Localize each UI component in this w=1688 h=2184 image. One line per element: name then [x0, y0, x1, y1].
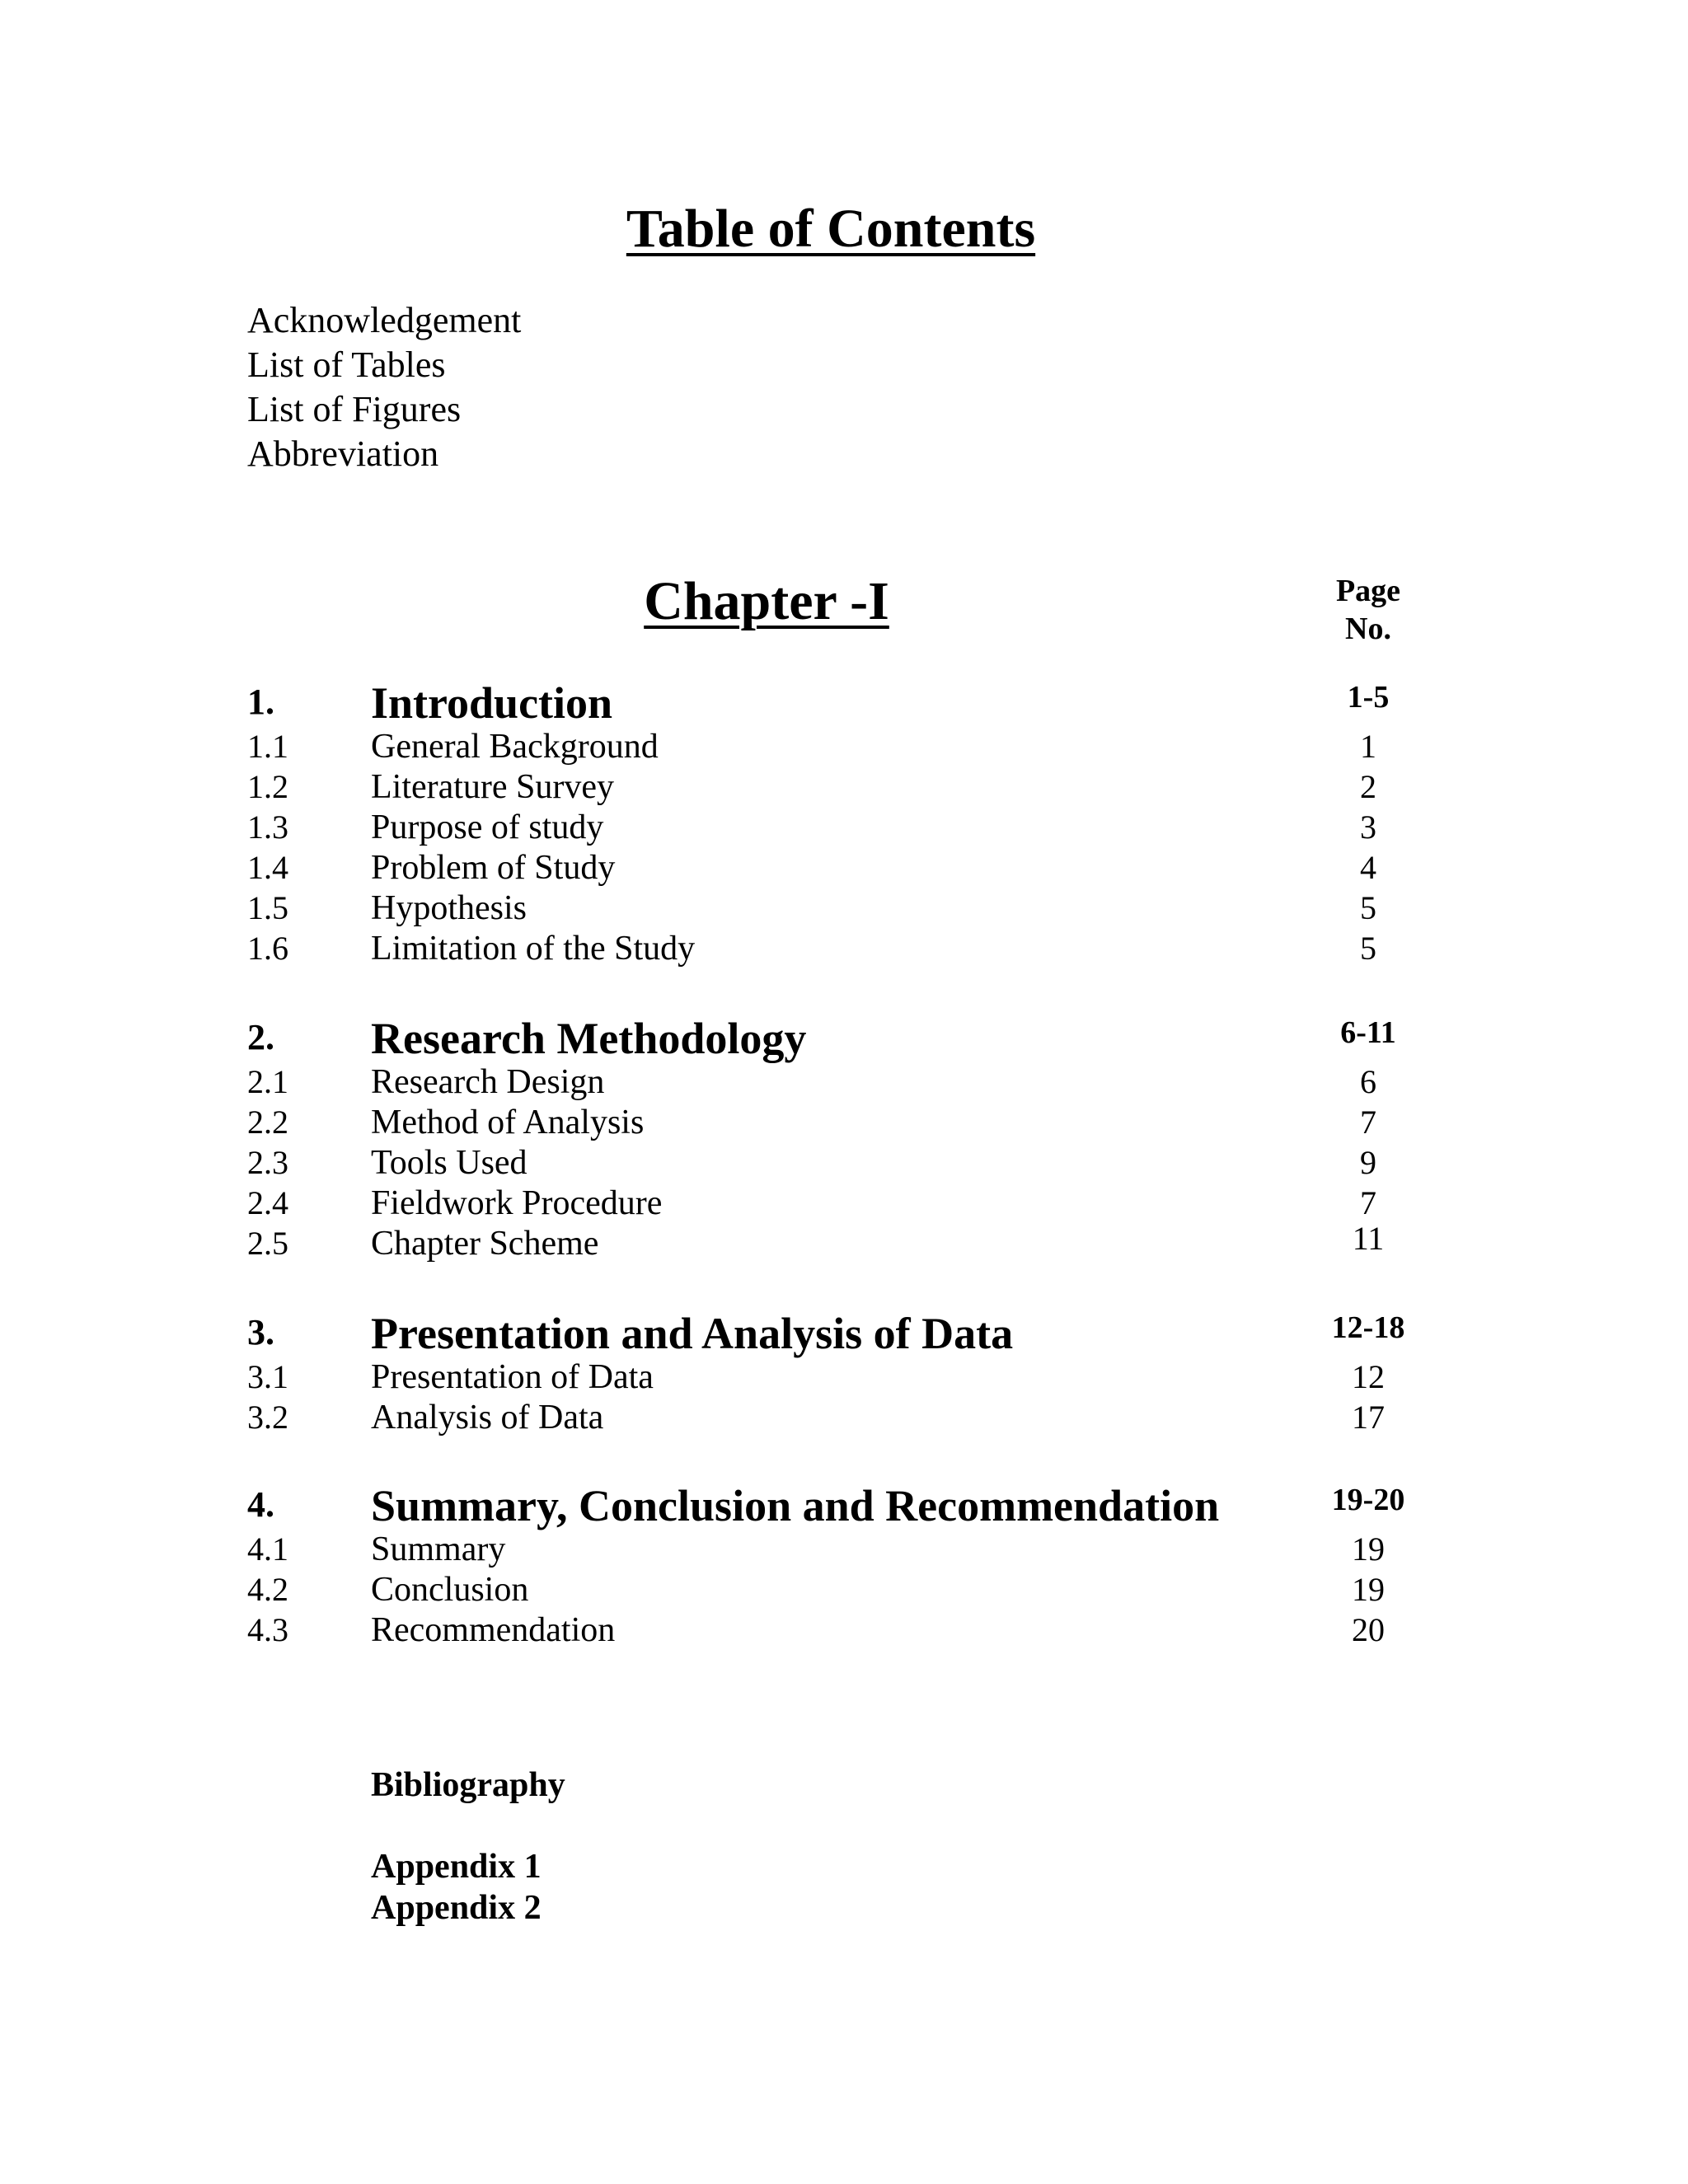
entry-page: 5	[1360, 889, 1376, 926]
section-title: Research Methodology	[371, 1014, 807, 1063]
entry-title: Recommendation	[371, 1611, 616, 1649]
entry-title: Conclusion	[371, 1571, 529, 1609]
section-title: Summary, Conclusion and Recommendation	[371, 1481, 1220, 1530]
entry-page: 17	[1352, 1399, 1385, 1436]
entry-page: 7	[1360, 1104, 1376, 1141]
back-matter-appendix-2: Appendix 2	[371, 1889, 542, 1927]
page-number-header	[1286, 572, 1451, 648]
entry-title: Presentation of Data	[371, 1358, 654, 1396]
entry-title: Tools Used	[371, 1144, 528, 1182]
entry-number: 4.1	[247, 1530, 288, 1568]
entry-number: 4.3	[247, 1611, 288, 1648]
entry-number: 2.5	[247, 1225, 288, 1262]
back-matter-appendix-1: Appendix 1	[371, 1848, 542, 1886]
entry-number: 2.1	[247, 1063, 288, 1100]
entry-number: 1.4	[247, 849, 288, 886]
entry-page: 19	[1352, 1571, 1385, 1608]
entry-page: 4	[1360, 849, 1376, 886]
entry-number: 2.2	[247, 1104, 288, 1141]
page-title: Table of Contents	[626, 199, 1036, 259]
entry-number: 3.2	[247, 1399, 288, 1436]
entry-page: 2	[1360, 768, 1376, 805]
entry-number: 4.2	[247, 1571, 288, 1608]
entry-page: 9	[1360, 1144, 1376, 1181]
front-matter-acknowledgement: Acknowledgement	[247, 300, 522, 340]
section-number: 3.	[247, 1312, 274, 1352]
entry-title: Research Design	[371, 1063, 605, 1101]
entry-page: 3	[1360, 808, 1376, 846]
section-page-range: 19-20	[1331, 1483, 1405, 1517]
entry-page: 20	[1352, 1611, 1385, 1648]
section-title: Introduction	[371, 678, 613, 728]
page-number-header-line1: Page	[1335, 574, 1401, 608]
entry-number: 1.6	[247, 930, 288, 967]
section-page-range: 12-18	[1331, 1310, 1405, 1345]
front-matter-list-of-tables: List of Tables	[247, 344, 446, 385]
front-matter-abbreviation: Abbreviation	[247, 434, 439, 474]
entry-title: Fieldwork Procedure	[371, 1184, 663, 1222]
section-number: 2.	[247, 1017, 274, 1057]
entry-number: 1.3	[247, 808, 288, 846]
page-number-header-line2: No.	[1345, 612, 1391, 646]
chapter-title: Chapter -I	[644, 571, 889, 631]
entry-page: 6	[1360, 1063, 1376, 1100]
entry-title: Method of Analysis	[371, 1104, 645, 1141]
section-page-range: 6-11	[1340, 1015, 1396, 1050]
entry-title: Analysis of Data	[371, 1399, 604, 1436]
entry-title: Literature Survey	[371, 768, 615, 806]
entry-number: 1.2	[247, 768, 288, 805]
section-number: 4.	[247, 1484, 274, 1525]
entry-number: 2.3	[247, 1144, 288, 1181]
entry-number: 3.1	[247, 1358, 288, 1395]
entry-page: 5	[1360, 930, 1376, 967]
entry-page: 11	[1352, 1220, 1385, 1257]
entry-title: Limitation of the Study	[371, 930, 696, 968]
entry-page: 12	[1352, 1358, 1385, 1395]
entry-title: Hypothesis	[371, 889, 527, 927]
section-number: 1.	[247, 682, 274, 722]
entry-page: 19	[1352, 1530, 1385, 1568]
front-matter-list-of-figures: List of Figures	[247, 389, 462, 429]
entry-number: 1.5	[247, 889, 288, 926]
entry-title: Chapter Scheme	[371, 1225, 599, 1263]
entry-number: 2.4	[247, 1184, 288, 1221]
entry-title: General Background	[371, 728, 659, 766]
entry-number: 1.1	[247, 728, 288, 765]
section-title: Presentation and Analysis of Data	[371, 1309, 1014, 1358]
entry-page: 7	[1360, 1184, 1376, 1221]
front-matter-list	[247, 298, 532, 476]
section-page-range: 1-5	[1347, 680, 1390, 715]
back-matter-bibliography: Bibliography	[371, 1766, 565, 1804]
entry-title: Problem of Study	[371, 849, 616, 887]
entry-title: Summary	[371, 1530, 506, 1568]
entry-title: Purpose of study	[371, 808, 604, 846]
entry-page: 1	[1360, 728, 1376, 765]
